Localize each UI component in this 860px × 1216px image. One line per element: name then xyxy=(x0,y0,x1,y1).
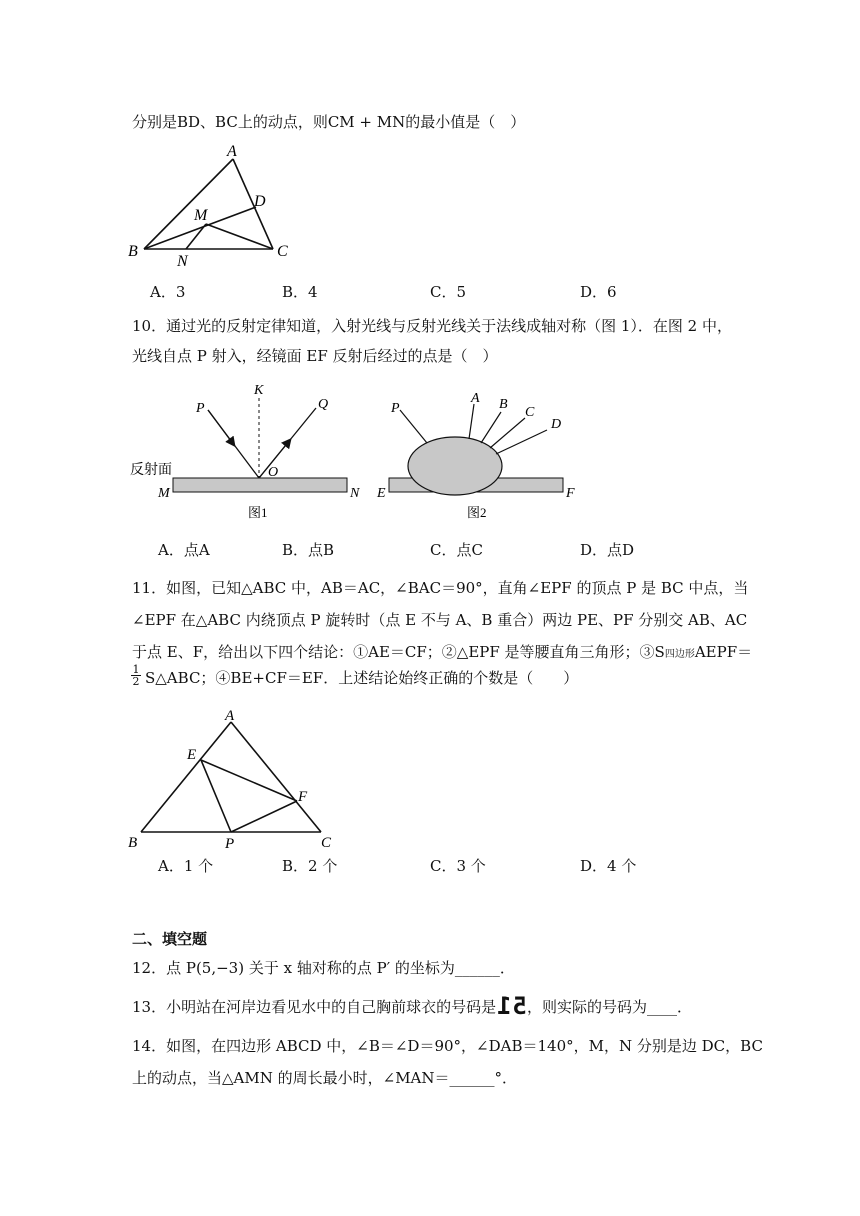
q9-label-m: M xyxy=(194,207,208,224)
q10-fig2-ray-d xyxy=(496,430,547,454)
q10-fig1-incident-arrow xyxy=(208,410,234,445)
q10-fig1-label-m: M xyxy=(158,486,170,501)
q10-fig2-obstacle xyxy=(408,437,502,495)
q11-fraction-denominator: 2 xyxy=(132,675,140,688)
q10-fig2-label-p: P xyxy=(391,401,400,416)
q11-fraction xyxy=(131,664,141,687)
q11-option-c: C．3 个 xyxy=(430,857,486,875)
q13-line xyxy=(132,992,693,1020)
q12-text: 12．点 P(5,−3) 关于 x 轴对称的点 P′ 的坐标为______． xyxy=(132,959,515,977)
q11-option-d: D．4 个 xyxy=(580,857,637,875)
q11-quad-subscript: 四边形 xyxy=(664,649,695,660)
q11-line-3 xyxy=(132,642,752,665)
q13-text-before: 13．小明站在河岸边看见水中的自己胸前球衣的号码是 xyxy=(132,998,497,1016)
q11-label-p: P xyxy=(225,836,235,852)
q10-fig1-label-n: N xyxy=(350,486,360,501)
q11-label-e: E xyxy=(187,747,197,763)
q10-figure-2 xyxy=(375,380,595,530)
q10-fig2-ray-p xyxy=(400,410,427,443)
q9-label-n: N xyxy=(177,253,188,270)
q10-option-a: A．点A xyxy=(158,541,210,559)
q11-segment-pf xyxy=(231,801,297,832)
q10-fig2-caption: 图2 xyxy=(467,505,487,520)
q10-fig1-mirror xyxy=(173,478,347,492)
q10-fig1-caption: 图1 xyxy=(248,505,268,520)
q9-stem: 分别是BD、BC上的动点，则CM + MN的最小值是（ ） xyxy=(132,113,526,131)
q10-figure-1 xyxy=(128,380,368,530)
q9-label-a: A xyxy=(227,143,237,160)
q9-option-b: B．4 xyxy=(282,283,318,301)
q10-option-d: D．点D xyxy=(580,541,635,559)
q10-fig1-label-q: Q xyxy=(318,397,329,412)
q11-line-1: 11．如图，已知△ABC 中，AB＝AC，∠BAC＝90°，直角∠EPF 的顶点 P 是 BC 中点，当 xyxy=(132,579,749,597)
q11-figure xyxy=(125,705,345,855)
q10-option-c: C．点C xyxy=(430,541,483,559)
q10-option-b: B．点B xyxy=(282,541,335,559)
q11-label-f: F xyxy=(298,789,308,805)
q11-option-a: A．1 个 xyxy=(158,857,214,875)
q11-label-c: C xyxy=(321,835,332,851)
q10-fig2-label-d: D xyxy=(551,417,562,432)
q11-label-b: B xyxy=(128,835,138,851)
q13-mirrored-jersey-number: 51 xyxy=(496,992,527,1020)
q10-fig1-label-p: P xyxy=(196,401,205,416)
q11-line-3-end: AEPF＝ xyxy=(694,643,753,661)
q9-segment-mn xyxy=(186,224,206,249)
q11-line-4: S△ABC；④BE+CF＝EF．上述结论始终正确的个数是（ ） xyxy=(145,669,579,687)
q9-label-b: B xyxy=(128,243,138,260)
q10-line-2: 光线自点 P 射入，经镜面 EF 反射后经过的点是（ ） xyxy=(132,347,498,365)
q11-side-ac xyxy=(231,722,321,832)
q10-fig2-label-e: E xyxy=(377,486,386,501)
q11-line-2: ∠EPF 在△ABC 内绕顶点 P 旋转时（点 E 不与 A、B 重合）两边 PE、PF 分别交 AB、AC xyxy=(132,611,748,629)
q10-fig2-label-b: B xyxy=(499,397,508,412)
q10-fig2-label-f: F xyxy=(566,486,575,501)
q9-side-ab xyxy=(144,159,233,249)
q9-label-c: C xyxy=(277,243,288,260)
q9-option-a: A．3 xyxy=(150,283,186,301)
q14-line-1: 14．如图，在四边形 ABCD 中，∠B＝∠D＝90°，∠DAB＝140°，M，N 分别是边 DC，BC xyxy=(132,1037,763,1055)
q10-fig1-label-o: O xyxy=(268,465,279,480)
q9-figure xyxy=(125,140,305,270)
q9-option-d: D．6 xyxy=(580,283,617,301)
q9-label-d: D xyxy=(254,193,266,210)
section-title-fill-in: 二、填空题 xyxy=(132,930,208,948)
q11-option-b: B．2 个 xyxy=(282,857,338,875)
q11-side-ab xyxy=(141,722,231,832)
q9-option-c: C．5 xyxy=(430,283,467,301)
q13-text-after: ，则实际的号码为____． xyxy=(527,998,693,1016)
q11-label-a: A xyxy=(225,708,235,724)
q10-fig2-label-c: C xyxy=(525,405,535,420)
q10-line-1: 10．通过光的反射定律知道，入射光线与反射光线关于法线成轴对称（图 1）．在图 2 中， xyxy=(132,317,732,335)
q10-fig2-label-a: A xyxy=(471,391,480,406)
q10-fig1-label-k: K xyxy=(254,383,264,398)
q11-fraction-numerator: 1 xyxy=(132,663,140,676)
q10-fig2-ray-b xyxy=(481,412,501,443)
q10-fig1-surface-label: 反射面 xyxy=(130,463,172,478)
q11-line-3-text: 于点 E、F，给出以下四个结论：①AE＝CF；②△EPF 是等腰直角三角形；③S xyxy=(132,643,665,661)
q10-fig2-ray-a xyxy=(469,404,474,439)
q14-line-2: 上的动点，当△AMN 的周长最小时，∠MAN＝______°． xyxy=(132,1069,518,1087)
q10-fig2-ray-c xyxy=(490,418,525,448)
